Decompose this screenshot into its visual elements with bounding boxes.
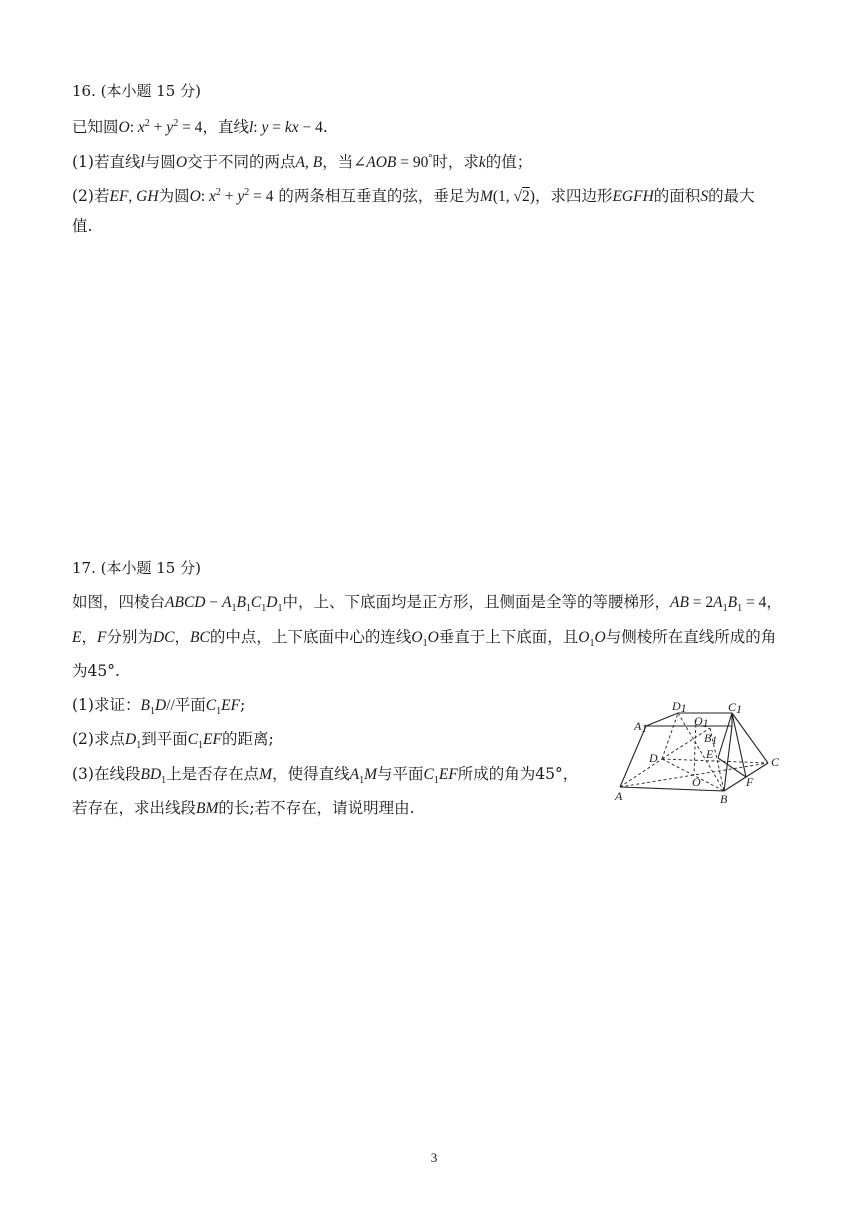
label-O: O: [692, 775, 701, 789]
label-O1: O1: [694, 714, 709, 730]
frustum-figure: [608, 700, 788, 812]
problem-17-part-2: (2)求点$D_1$到平面$C_1EF$的距离;: [72, 730, 274, 752]
label-C: C: [771, 755, 780, 769]
label-B: B: [720, 792, 728, 806]
problem-17-part-3-cont: 若存在，求出线段BM的长;若不存在，请说明理由.: [72, 799, 415, 817]
label-A1: A1: [634, 719, 648, 735]
label-E: E: [706, 747, 714, 761]
label-F: F: [746, 775, 754, 789]
problem-16-part-1: (1)若直线l与圆O交于不同的两点A, B，当∠AOB = 90°时，求k的值；: [72, 153, 533, 172]
label-B1: B1: [704, 731, 718, 747]
problem-17-stem-line-3: 为45°.: [72, 662, 120, 680]
problem-17-stem-line-2: E，F分别为DC，BC的中点，上下底面中心的连线$O_1O$垂直于上下底面，且$O_1O$与侧棱所在直线所成的角: [72, 628, 777, 650]
label-D: D: [649, 751, 658, 765]
problem-17-stem-line-1: 如图，四棱台ABCD − $A_1B_1C_1D_1$中，上、下底面均是正方形，且侧面是全等的等腰梯形，AB = $2A_1B_1 = 4$，: [72, 593, 782, 615]
problem-16-stem: 已知圆O: $x^2 + y^2 = 4$，直线l: y = kx − 4.: [72, 118, 328, 137]
problem-17-part-1: (1)求证：$B_1D//$平面$C_1EF$;: [72, 696, 246, 718]
label-A: A: [615, 789, 623, 803]
problem-16-part-2: (2)若EF, GH为圆O: $x^2 + y^2 = 4$ 的两条相互垂直的弦，垂足为M(1, √2)，求四边形EGFH的面积S的最大: [72, 187, 755, 206]
problem-17-part-3: (3)在线段$BD_1$上是否存在点M，使得直线$A_1M$与平面$C_1EF$所成的角为45°，: [72, 765, 579, 787]
label-C1: C1: [728, 700, 743, 716]
label-D1: D1: [672, 700, 687, 715]
problem-16-heading: 16. (本小题 15 分): [72, 82, 201, 100]
problem-17-heading: 17. (本小题 15 分): [72, 559, 201, 577]
problem-16-part-2-cont: 值.: [72, 217, 93, 235]
page-number: 3: [430, 1150, 438, 1165]
